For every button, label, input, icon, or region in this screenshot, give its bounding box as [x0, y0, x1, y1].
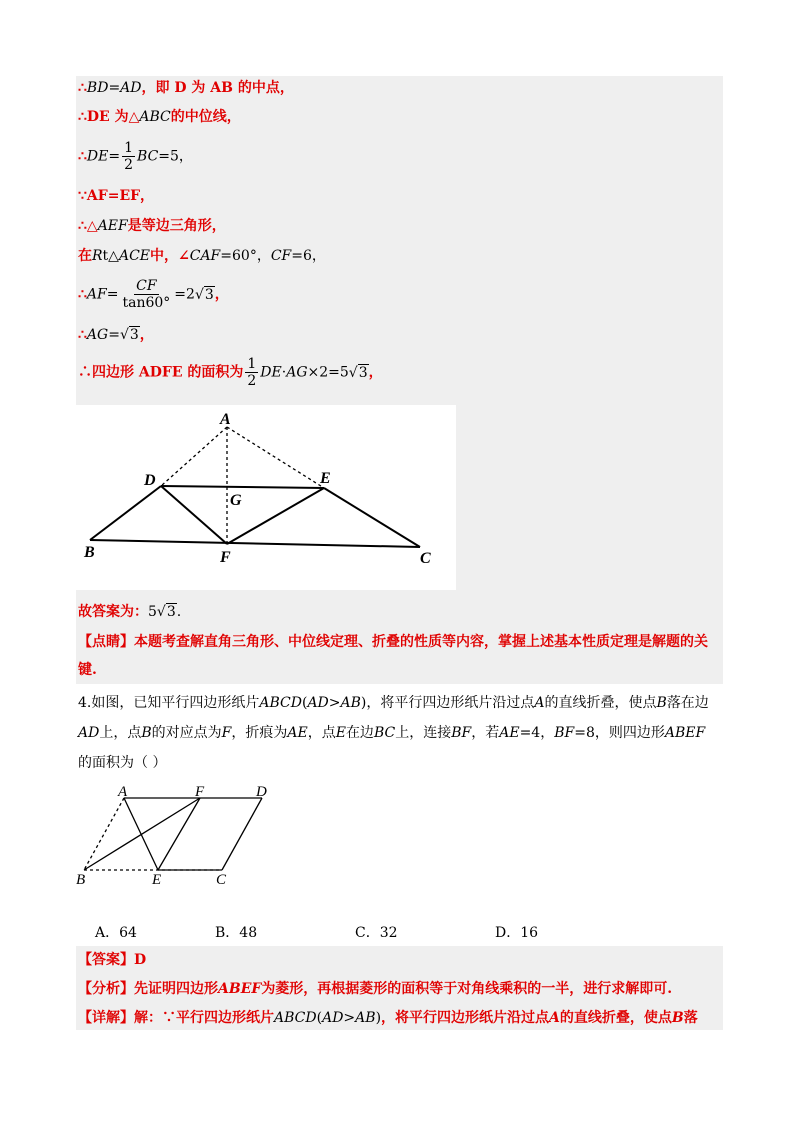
option-a[interactable]: A．64	[95, 925, 137, 941]
label-e2: E	[152, 872, 162, 888]
solution-line-6: 在Rt△ACE中，∠CAF=60°，CF=6，	[78, 248, 326, 264]
label-d: D	[144, 472, 156, 489]
detail-line: 【详解】解：∵平行四边形纸片ABCD(AD>AB)，将平行四边形纸片沿过点A的直线折叠，使点B落	[78, 1010, 698, 1026]
solution-line-2: ∴DE 为△ABC的中位线，	[78, 109, 241, 125]
label-d2: D	[256, 784, 267, 800]
segment-bf	[84, 798, 200, 870]
segment-dc	[222, 798, 262, 870]
question-line-1: 4.如图，已知平行四边形纸片ABCD(AD>AB)，将平行四边形纸片沿过点A的直线折叠，使点B落在边	[78, 695, 709, 711]
triangle-fold-figure	[76, 405, 456, 590]
label-c: C	[420, 550, 431, 567]
label-a2: A	[118, 784, 128, 800]
question-line-3: 的面积为（ ）	[78, 755, 167, 771]
label-a: A	[220, 411, 231, 428]
solution-line-5: ∴△AEF是等边三角形，	[78, 218, 226, 234]
comment-line-2: 键.	[78, 662, 97, 678]
comment-line-1: 【点睛】本题考查解直角三角形、中位线定理、折叠的性质等内容，掌握上述基本性质定理是解题的关	[78, 634, 708, 650]
segment-fe	[158, 798, 200, 870]
label-c2: C	[216, 872, 227, 888]
label-e: E	[320, 470, 331, 487]
option-d[interactable]: D．16	[495, 925, 539, 941]
solution-line-7: ∴AF= $\frac{CF}{\tan 60^\circ}$ =2√3，	[78, 278, 229, 311]
solution-line-8: ∴AG=√3，	[78, 327, 154, 343]
option-c[interactable]: C．32	[355, 925, 398, 941]
solution-line-1: ∴BD=AD，即 D 为 AB 的中点，	[78, 80, 294, 96]
label-f2: F	[195, 784, 205, 800]
figure-frame	[76, 405, 456, 590]
parallelogram-figure	[70, 780, 290, 890]
question-line-2: AD上，点B的对应点为F，折痕为AE，点E在边BC上，连接BF，若AE=4，BF=8，则四边形ABEF	[78, 725, 706, 741]
solution-line-9: ∴四边形 ADFE 的面积为 $\frac{1}{2}$ DE·AG×2=5√3，	[78, 356, 383, 389]
answer-line: 故答案为：5√3.	[78, 604, 182, 620]
analysis-line: 【分析】先证明四边形ABEF为菱形，再根据菱形的面积等于对角线乘积的一半，进行求解即可.	[78, 981, 673, 997]
option-b[interactable]: B．48	[215, 925, 258, 941]
label-g: G	[230, 492, 242, 509]
label-b2: B	[76, 872, 86, 888]
label-b: B	[84, 544, 95, 561]
label-f: F	[220, 549, 231, 566]
answer2-line: 【答案】D	[78, 952, 147, 968]
solution-line-4: ∵AF=EF，	[78, 188, 155, 204]
solution-line-3: ∴DE= $\frac{1}{2}$ BC=5，	[78, 140, 193, 173]
segment-ab-dashed	[84, 798, 124, 870]
